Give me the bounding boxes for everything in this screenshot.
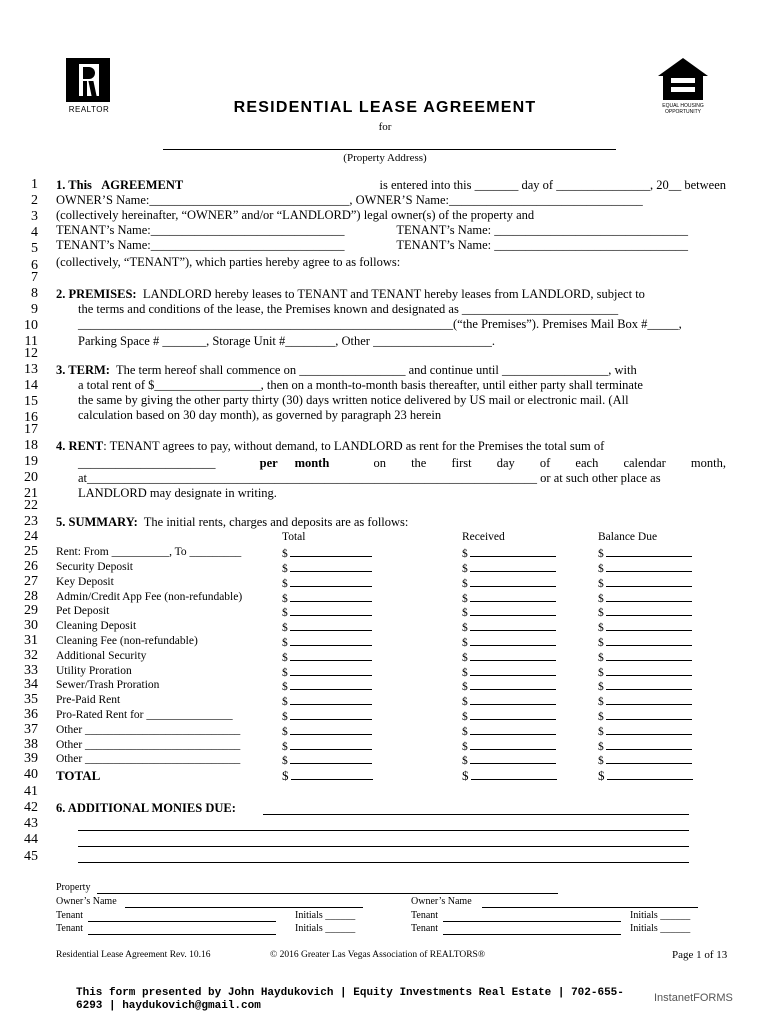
summary-row: Cleaning Fee (non-refundable) $ $ $ — [56, 634, 696, 649]
s4-place-line[interactable]: ________________________________________________________________________ or at such other place as — [87, 471, 661, 485]
line-number: 5 — [31, 241, 38, 256]
line-number: 1 — [31, 177, 38, 192]
line-number: 20 — [24, 470, 38, 485]
s3-line-4: calculation based on 30 day month), as governed by paragraph 23 herein — [78, 408, 442, 422]
line-number: 41 — [24, 784, 38, 799]
s4-line-1: : TENANT agrees to pay, without demand, to LANDLORD as rent for the Premises the total sum of — [103, 439, 605, 453]
footer-tenant-line-c[interactable] — [88, 934, 276, 935]
property-address-line[interactable] — [163, 149, 616, 150]
s1-tenant-name-b[interactable]: TENANT’s Name: _______________________________ — [396, 223, 688, 237]
line-number: 27 — [24, 574, 38, 589]
line-number: 14 — [24, 378, 38, 393]
line-number: 31 — [24, 633, 38, 648]
section-3 — [56, 363, 726, 423]
footer-tenant-line-a[interactable] — [88, 921, 276, 922]
s6-line-1[interactable] — [263, 814, 689, 815]
line-number: 4 — [31, 225, 38, 240]
s1-agreement: AGREEMENT — [101, 178, 184, 192]
line-number: 17 — [24, 422, 38, 437]
s1-tenant-name-a[interactable]: TENANT’s Name:_______________________________ — [56, 223, 345, 237]
summary-total-row: TOTAL $ $ $ — [56, 768, 696, 783]
s4-at: at — [78, 471, 88, 485]
col-total: Total — [282, 531, 306, 543]
section-5-heading-row — [56, 515, 408, 530]
line-number: 29 — [24, 603, 38, 618]
realtor-r-icon — [66, 58, 110, 102]
line-number: 15 — [24, 394, 38, 409]
s3-line-3: the same by giving the other party thirty (30) days written notice delivered by US mail or electronic mail. (All — [78, 393, 629, 407]
line-number: 8 — [31, 286, 38, 301]
summary-row: Key Deposit $ $ $ — [56, 575, 696, 590]
footer-copyright: © 2016 Greater Las Vegas Association of REALTORS® — [270, 950, 486, 960]
s1-tenant-name-d[interactable]: TENANT’s Name: _______________________________ — [396, 238, 688, 252]
s4-heading: 4. RENT — [56, 439, 104, 453]
s2-line-3[interactable]: ____________________________________________________________(“the Premises”). Premises Mail Box #_____, — [78, 317, 682, 331]
property-address-label: (Property Address) — [343, 152, 427, 164]
presented-by-line-2: 6293 | haydukovich@gmail.com — [76, 1000, 261, 1012]
instanet-forms-logo: InstanetFORMS — [654, 992, 733, 1004]
presented-by-line-1: This form presented by John Haydukovich | Equity Investments Real Estate | 702-655- — [76, 987, 624, 999]
title-for: for — [378, 121, 392, 133]
line-number: 26 — [24, 559, 38, 574]
footer-tenant-line-b[interactable] — [443, 921, 621, 922]
s1-tenant-name-c[interactable]: TENANT’s Name:_______________________________ — [56, 238, 345, 252]
s6-heading: 6. ADDITIONAL MONIES DUE: — [56, 801, 236, 815]
s3-line-1[interactable]: The term hereof shall commence on _________________ and continue until _________________, with — [115, 363, 637, 377]
footer-initials-d[interactable]: Initials ______ — [630, 923, 691, 934]
line-number: 25 — [24, 544, 38, 559]
summary-row: Other ___________________________ $ $ $ — [56, 723, 696, 738]
s6-line-3[interactable] — [78, 846, 689, 847]
footer-tenant-b: Tenant — [411, 910, 439, 921]
line-number: 32 — [24, 648, 38, 663]
s1-collectively: (collectively hereinafter, “OWNER” and/or “LANDLORD”) legal owner(s) of the property and — [56, 208, 535, 222]
s1-owner-line[interactable]: OWNER’S Name:________________________________, OWNER’S Name:_______________________________ — [56, 193, 643, 207]
line-number: 3 — [31, 209, 38, 224]
s5-intro: The initial rents, charges and deposits are as follows: — [143, 515, 409, 529]
footer-tenant-line-d[interactable] — [443, 934, 621, 935]
footer-initials-c[interactable]: Initials ______ — [295, 923, 356, 934]
footer-initials-b[interactable]: Initials ______ — [630, 910, 691, 921]
s3-heading: 3. TERM: — [56, 363, 110, 377]
line-number: 18 — [24, 438, 38, 453]
summary-column-headers — [56, 530, 696, 545]
s6-line-4[interactable] — [78, 862, 689, 863]
s2-line-1: LANDLORD hereby leases to TENANT and TENANT hereby leases from LANDLORD, subject to — [142, 287, 645, 301]
s3-line-2[interactable]: a total rent of $_________________, then on a month-to-month basis thereafter, until either party shall terminate — [78, 378, 643, 392]
line-number: 7 — [31, 270, 38, 285]
s1-date-line[interactable]: is entered into this _______ day of _______________, 20__ between — [379, 178, 726, 192]
summary-row: Other ___________________________ $ $ $ — [56, 752, 696, 767]
line-number: 19 — [24, 454, 38, 469]
footer-tenant-a: Tenant — [56, 910, 84, 921]
s4-per-month: per month — [259, 456, 330, 470]
s4-line-2-rest: on the first day of each calendar month, — [373, 456, 726, 470]
line-number: 37 — [24, 722, 38, 737]
line-number: 23 — [24, 514, 38, 529]
s5-heading: 5. SUMMARY: — [56, 515, 138, 529]
s6-line-2[interactable] — [78, 830, 689, 831]
line-number: 30 — [24, 618, 38, 633]
summary-row: Pet Deposit $ $ $ — [56, 604, 696, 619]
footer-property-line[interactable] — [97, 893, 558, 894]
line-number: 45 — [24, 849, 38, 864]
s2-heading: 2. PREMISES: — [56, 287, 137, 301]
footer-initials-a[interactable]: Initials ______ — [295, 910, 356, 921]
line-number: 43 — [24, 816, 38, 831]
s2-line-2[interactable]: the terms and conditions of the lease, the Premises known and designated as _________________________ — [78, 302, 619, 316]
summary-row: Utility Proration $ $ $ — [56, 664, 696, 679]
line-number: 33 — [24, 663, 38, 678]
realtor-logo-text: REALTOR — [68, 105, 110, 114]
line-number: 39 — [24, 751, 38, 766]
line-number: 38 — [24, 737, 38, 752]
summary-row: Pro-Rated Rent for _______________ $ $ $ — [56, 708, 696, 723]
line-number: 10 — [24, 318, 38, 333]
equal-housing-icon — [654, 56, 712, 102]
section-6 — [56, 801, 236, 816]
line-number: 13 — [24, 362, 38, 377]
line-number: 6 — [31, 258, 38, 273]
summary-row: Rent: From __________, To _________ $ $ $ — [56, 545, 696, 560]
line-number: 12 — [24, 346, 38, 361]
line-number: 24 — [24, 529, 38, 544]
footer-property-label: Property — [56, 882, 91, 893]
section-4 — [56, 439, 726, 501]
summary-row: Admin/Credit App Fee (non-refundable) $ $ $ — [56, 590, 696, 605]
line-number: 2 — [31, 193, 38, 208]
equal-housing-text: EQUAL HOUSING OPPORTUNITY — [662, 103, 704, 115]
summary-row: Other ___________________________ $ $ $ — [56, 738, 696, 753]
s2-line-4[interactable]: Parking Space # _______, Storage Unit #________, Other ___________________. — [78, 334, 495, 348]
summary-row: Pre-Paid Rent $ $ $ — [56, 693, 696, 708]
line-number: 21 — [24, 486, 38, 501]
footer-owner-line-b[interactable] — [482, 907, 698, 908]
footer-owner-name-b: Owner’s Name — [411, 896, 472, 907]
summary-row: Cleaning Deposit $ $ $ — [56, 619, 696, 634]
col-received: Received — [462, 531, 505, 543]
footer-page-number: Page 1 of 13 — [672, 949, 728, 961]
line-number: 35 — [24, 692, 38, 707]
footer-owner-line-a[interactable] — [125, 907, 363, 908]
s1-parties: (collectively, “TENANT”), which parties hereby agree to as follows: — [56, 255, 401, 269]
footer-tenant-c: Tenant — [56, 923, 84, 934]
summary-row: Sewer/Trash Proration $ $ $ — [56, 678, 696, 693]
footer-tenant-d: Tenant — [411, 923, 439, 934]
section-1 — [56, 178, 726, 270]
line-number: 44 — [24, 832, 38, 847]
summary-row: Security Deposit $ $ $ — [56, 560, 696, 575]
line-number: 11 — [24, 334, 38, 349]
footer-owner-name-a: Owner’s Name — [56, 896, 117, 907]
s4-line-4: LANDLORD may designate in writing. — [78, 486, 277, 500]
line-number: 42 — [24, 800, 38, 815]
document-title: RESIDENTIAL LEASE AGREEMENT — [233, 99, 537, 116]
line-number: 36 — [24, 707, 38, 722]
line-number: 40 — [24, 767, 38, 782]
s4-amount-line[interactable]: ______________________ — [78, 456, 216, 470]
line-number: 28 — [24, 589, 38, 604]
line-number: 9 — [31, 302, 38, 317]
summary-row: Additional Security $ $ $ — [56, 649, 696, 664]
col-balance-due: Balance Due — [598, 531, 658, 543]
footer-revision: Residential Lease Agreement Rev. 10.16 — [56, 950, 211, 960]
s1-lead: 1. This — [56, 178, 92, 192]
line-number: 16 — [24, 410, 38, 425]
section-2 — [56, 287, 726, 349]
line-number: 22 — [24, 498, 38, 513]
line-number: 34 — [24, 677, 38, 692]
